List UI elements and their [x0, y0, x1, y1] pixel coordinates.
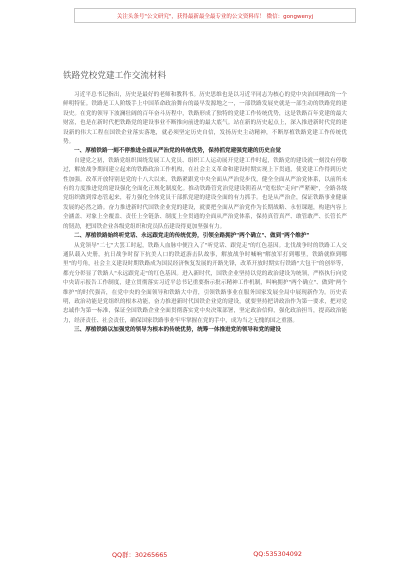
paragraph: 从党领导"二七"大罢工时起，铁路人血脉中便注入了"听党话、跟党走"的红色基因。北伐战争时的铁路工人交通队载入史册，抗日战争时留下抗美人口的铁道游击队故事，解放战争时喊响"解放军打到哪里，铁路就修到哪里"的号角，社会主义建设时期铁路成为国民经济恢复发展的开路先锋，改革开放时期实行铁路"大包干"的创举等，都充分彰显了铁路人"永远跟党走"的红色基因。进入新时代，国铁企业坚持以党的政治建设为统领，严格执行向党中央请示报告工作制度，建立贯彻落实习近平总书记重要指示批示精神工作机制，叫响拥护"两个确立"、做到"两个维护"的时代强音，在党中央的全面领导和铁路大中青，引领铁路事业在服务国家发展全局中展现新作为。历史表明，政治功能是党组织的根本功能，奋力推进新时代国铁企业党的建设，就要坚持把讲政治作为第一要求，把对党忠诚作为第一标准，保证全国铁路企业全面贯彻落实党中央决策部署，坚定政治信仰，强化政治担当，提高政治能力，经济责任、社会责任，确保国家铁路事业牢牢掌握在党的手中，成为当之无愧的国之重器。: [63, 242, 347, 324]
qq-group-text: QQ群：30265665: [112, 551, 168, 559]
header-banner: 关注头条号"公文研究"，获得最新最全最专业的公文资料库！ 微信：gongwenyj: [74, 8, 356, 23]
section-heading: 三、厚植铁路以加强党的领导为根本的传统优势，统筹一体推进党的领导和党的建设: [74, 327, 281, 334]
article-body: [63, 91, 347, 336]
page-title: 铁路党校党建工作交流材料: [63, 71, 167, 81]
section-heading: 二、厚植铁路始终听党话、永远跟党走的传统优势，引领全路拥护"两个确立"、做到"两个维护": [74, 233, 310, 240]
paragraph: 习近平总书记指出，历史是最好的老师和教科书。历史思维也是以习近平同志为核心的党中央治国理政的一个鲜明特征。铁路是工人阶级手上中国革命政治舞台的最早发源地之一，一部铁路发展史就是一部生动的铁路党的建设史。在党的领导下波澜壮阔的百年奋斗历程中，铁路形成了独特的党建工作传统优势，这是铁路百年党建的最大财富，也是在新时代把铁路党的建设事业不断推向前进的最大底气。站在新的历史起点上，深入推进新时代党的建设新的伟大工程在国铁企业落实落地，就必须坚定历史自信，发扬历史主动精神，不断厚植铁路党建工作传统优势。: [63, 92, 347, 146]
paragraph: 自建党之初，铁路党组织围绕发展工人党员、组织工人运动展开党建工作时起，铁路党的建设就一刻没有停歇过，解放战争期间建立起来的铁路政治工作机构，在社会主义革命和建设时期实现上下贯通，使党建工作得到历史性加强。改革开放特别是党的十八大以来，铁路紧跟党中央全面从严治党步伐，健全全面从严治党体系，以前所未有的力度推进党的建设强化全面化正规化制度化。推动铁路管党治党建设朝着从"宽松软"走向"严紧硬"，全路各级党组织做到常态管起来，着力强化全体党员干部抓党建的建设全面的有力抓手。也是从严治企，保证铁路事业健康发展的必然之路。奋力推进新时代国铁企业党的建设，就要把全面从严治党作为长期战略、永恒课题，构建内容上全涵盖、对象上全覆盖、责任上全链条、制度上全贯通的全面从严治党体系，保持真管真严、敢管敢严、长管长严的韧劲，把国铁企业各级党组织和党员队伍建设得更加坚强有力。: [63, 157, 347, 230]
qq-contact-text: QQ:535304092: [253, 550, 302, 558]
footer: [112, 550, 302, 559]
section-heading: 一、厚植铁路一刻不停推进全面从严治党的传统优势，保持抓党建强党建的历史自觉: [74, 148, 281, 155]
